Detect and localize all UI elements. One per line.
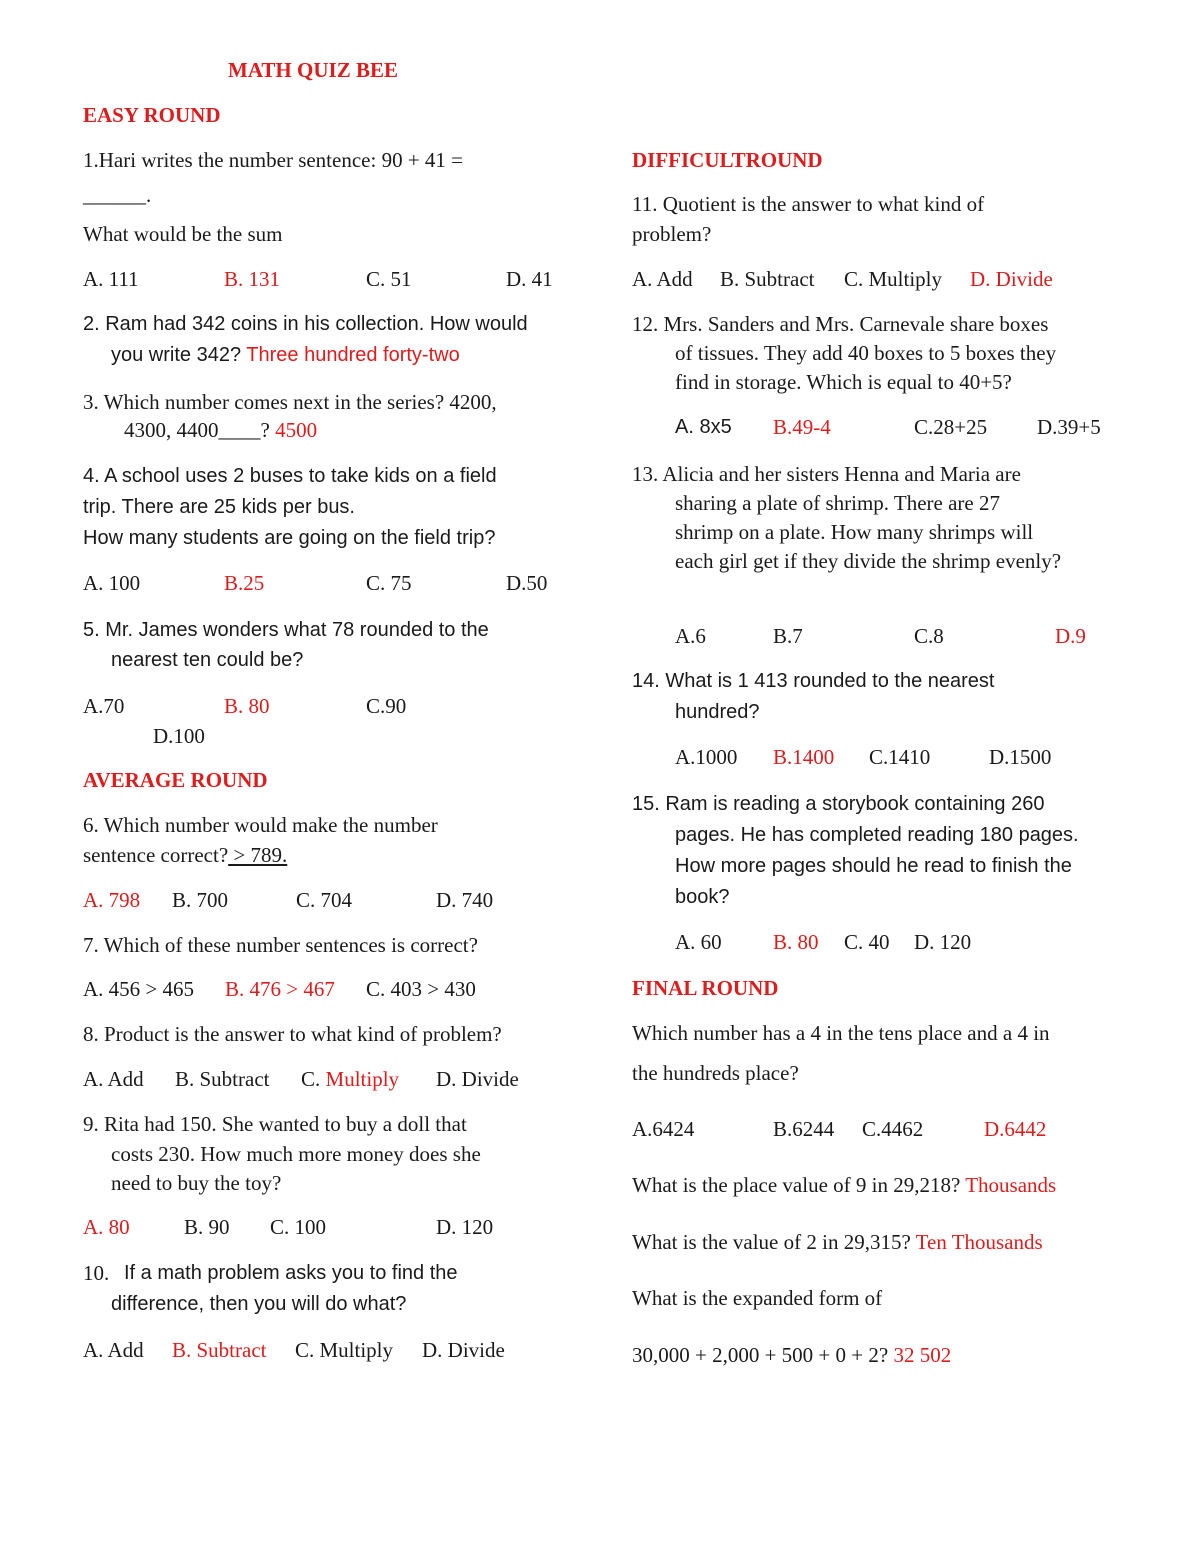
q6-option-b: B. 700 [172, 888, 229, 912]
q7-option-c: C. 403 > 430 [366, 977, 476, 1001]
q9-option-b: B. 90 [184, 1215, 230, 1239]
q6-option-a-answer: A. 798 [83, 888, 141, 912]
q15-option-a: A. 60 [675, 930, 722, 954]
f4-text: What is the expanded form of [632, 1286, 883, 1310]
f1-text: Which number has a 4 in the tens place and a 4 in [632, 1021, 1050, 1045]
q5-option-a: A.70 [83, 694, 125, 718]
q5-option-d: D.100 [153, 724, 205, 748]
q3-question: 4300, 4400____? [124, 418, 270, 442]
q13-text-3: shrimp on a plate. How many shrimps will [675, 520, 1034, 544]
q13-text-4: each girl get if they divide the shrimp evenly? [675, 549, 1062, 573]
q6-option-d: D. 740 [436, 888, 494, 912]
f1-option-a: A.6424 [632, 1117, 695, 1141]
q12-option-c: C.28+25 [914, 415, 988, 439]
q11-option-d-answer: D. Divide [970, 267, 1053, 291]
q13-option-a: A.6 [675, 624, 706, 648]
q10-text: If a math problem asks you to find the [124, 1262, 458, 1284]
q14-option-a: A.1000 [675, 745, 738, 769]
q1-option-c: C. 51 [366, 267, 412, 291]
q8-option-c-answer: Multiply [325, 1067, 400, 1091]
q11-option-b: B. Subtract [720, 267, 815, 291]
q14-text-2: hundred? [675, 701, 760, 723]
q8-text: 8. Product is the answer to what kind of problem? [83, 1022, 502, 1046]
f3-question: What is the value of 2 in 29,315? [632, 1230, 911, 1254]
q6-text-cont [83, 840, 287, 870]
q7-text: 7. Which of these number sentences is correct? [83, 933, 478, 957]
q7-option-b-answer: B. 476 > 467 [225, 977, 335, 1001]
q12-text: 12. Mrs. Sanders and Mrs. Carnevale share boxes [632, 312, 1049, 336]
q6-option-c: C. 704 [296, 888, 353, 912]
q7-option-a: A. 456 > 465 [83, 977, 195, 1001]
q15-option-d: D. 120 [914, 930, 972, 954]
q6-underlined: > 789. [228, 843, 288, 867]
q1-question: What would be the sum [83, 222, 283, 246]
q2-text-cont [111, 340, 460, 370]
q15-text: 15. Ram is reading a storybook containing 260 [632, 793, 1045, 815]
q3-text: 3. Which number comes next in the series? 4200, [83, 390, 497, 414]
q10-option-d: D. Divide [422, 1338, 505, 1362]
f1-option-c: C.4462 [862, 1117, 924, 1141]
q3-text-cont [124, 415, 317, 445]
q1-option-a: A. 111 [83, 267, 139, 291]
f3-text [632, 1227, 1043, 1257]
q2-question: you write 342? [111, 344, 242, 366]
f1-text-2: the hundreds place? [632, 1061, 799, 1085]
q12-option-a [675, 412, 732, 442]
q13-option-b: B.7 [773, 624, 803, 648]
q8-option-c-letter: C. [301, 1067, 321, 1091]
f1-option-b: B.6244 [773, 1117, 835, 1141]
average-round-heading: AVERAGE ROUND [83, 768, 268, 792]
q12-text-2: of tissues. They add 40 boxes to 5 boxes they [675, 341, 1057, 365]
q15-option-b-answer: B. 80 [773, 930, 819, 954]
q14-option-b-answer: B.1400 [773, 745, 835, 769]
f2-answer: Thousands [965, 1173, 1057, 1197]
q13-option-c: C.8 [914, 624, 944, 648]
f1-option-d-answer: D.6442 [984, 1117, 1047, 1141]
q5-text-2: nearest ten could be? [111, 649, 304, 671]
q9-text-2: costs 230. How much more money does she [111, 1142, 481, 1166]
q8-option-a: A. Add [83, 1067, 144, 1091]
q5-option-b-answer: B. 80 [224, 694, 270, 718]
q6-text: 6. Which number would make the number [83, 813, 438, 837]
q4-option-a: A. 100 [83, 571, 141, 595]
q3-answer: 4500 [275, 418, 318, 442]
final-round-heading: FINAL ROUND [632, 976, 779, 1000]
q9-text-3: need to buy the toy? [111, 1171, 282, 1195]
q4-text-2: trip. There are 25 kids per bus. [83, 496, 355, 518]
q10-text-2: difference, then you will do what? [111, 1293, 407, 1315]
q1-option-b-answer: B. 131 [224, 267, 281, 291]
f3-answer: Ten Thousands [915, 1230, 1043, 1254]
q4-text-3: How many students are going on the field trip? [83, 527, 496, 549]
q4-option-b-answer: B.25 [224, 571, 265, 595]
q11-option-a: A. Add [632, 267, 693, 291]
q8-option-b: B. Subtract [175, 1067, 270, 1091]
q14-text: 14. What is 1 413 rounded to the nearest [632, 670, 995, 692]
easy-round-heading: EASY ROUND [83, 103, 221, 127]
q11-option-c: C. Multiply [844, 267, 943, 291]
q9-text: 9. Rita had 150. She wanted to buy a doll that [83, 1112, 467, 1136]
q4-option-d: D.50 [506, 571, 548, 595]
q4-option-c: C. 75 [366, 571, 412, 595]
q12-option-d: D.39+5 [1037, 415, 1101, 439]
q10-option-b-answer: B. Subtract [172, 1338, 267, 1362]
q15-text-3: How more pages should he read to finish the [675, 855, 1072, 877]
f5-question: 30,000 + 2,000 + 500 + 0 + 2? [632, 1343, 889, 1367]
q12-option-b-answer: B.49-4 [773, 415, 831, 439]
q9-option-d: D. 120 [436, 1215, 494, 1239]
q4-text: 4. A school uses 2 buses to take kids on a field [83, 465, 497, 487]
q1-text: 1.Hari writes the number sentence: 90 + 41 = [83, 148, 463, 172]
q11-text-2: problem? [632, 222, 712, 246]
q12-text-3: find in storage. Which is equal to 40+5? [675, 370, 1012, 394]
q14-option-c: C.1410 [869, 745, 931, 769]
q13-text: 13. Alicia and her sisters Henna and Maria are [632, 462, 1021, 486]
f2-question: What is the place value of 9 in 29,218? [632, 1173, 961, 1197]
q5-option-c: C.90 [366, 694, 407, 718]
q10-number: 10. [83, 1261, 110, 1285]
q9-option-c: C. 100 [270, 1215, 327, 1239]
f2-text [632, 1170, 1056, 1200]
q2-answer: Three hundred forty-two [246, 344, 460, 366]
difficult-round-heading: DIFFICULTROUND [632, 148, 823, 172]
q10-option-a: A. Add [83, 1338, 144, 1362]
q8-option-c [301, 1064, 399, 1094]
q11-text: 11. Quotient is the answer to what kind of [632, 192, 985, 216]
f5-answer: 32 502 [893, 1343, 952, 1367]
q13-text-2: sharing a plate of shrimp. There are 27 [675, 491, 1000, 515]
q6-question: sentence correct? [83, 843, 229, 867]
q15-option-c: C. 40 [844, 930, 890, 954]
q10-option-c: C. Multiply [295, 1338, 394, 1362]
q15-text-4: book? [675, 886, 730, 908]
q1-option-d: D. 41 [506, 267, 553, 291]
q1-blank: ______. [83, 183, 152, 207]
q8-option-d: D. Divide [436, 1067, 519, 1091]
q9-option-a-answer: A. 80 [83, 1215, 130, 1239]
q15-text-2: pages. He has completed reading 180 pages. [675, 824, 1079, 846]
q2-text: 2. Ram had 342 coins in his collection. How would [83, 313, 528, 335]
page-title: MATH QUIZ BEE [228, 58, 398, 82]
q12-option-a-letter: A. [675, 416, 694, 438]
q12-option-a-value: 8x5 [699, 416, 732, 438]
q5-text: 5. Mr. James wonders what 78 rounded to the [83, 619, 489, 641]
q13-option-d-answer: D.9 [1055, 624, 1086, 648]
q14-option-d: D.1500 [989, 745, 1052, 769]
f5-text [632, 1340, 951, 1370]
